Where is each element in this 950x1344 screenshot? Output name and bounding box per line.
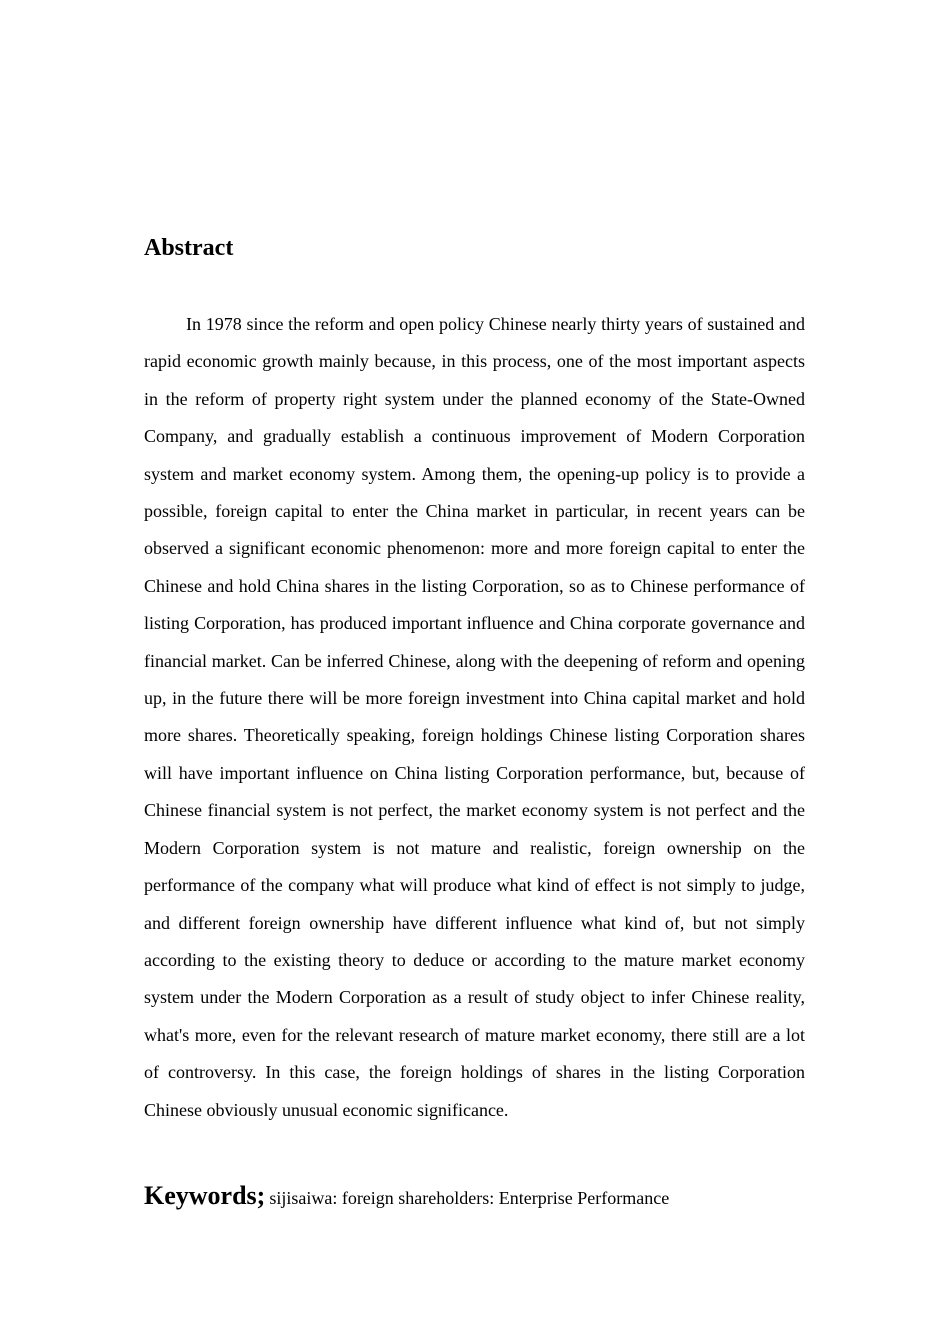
keywords-label: Keywords; <box>144 1181 266 1210</box>
keywords-text: sijisaiwa: foreign shareholders: Enterprise Performance <box>269 1188 670 1208</box>
keywords-line <box>144 1178 669 1218</box>
abstract-paragraph: In 1978 since the reform and open policy Chinese nearly thirty years of sustained and rapid economic growth mainly because, in this process, one of the most important aspects in the reform of property right system under the planned economy of the State-Owned Company, and gradually establish a continuous improvement of Modern Corporation system and market economy system. Among them, the opening-up policy is to provide a possible, foreign capital to enter the China market in particular, in recent years can be observed a significant economic phenomenon: more and more foreign capital to enter the Chinese and hold China shares in the listing Corporation, so as to Chinese performance of listing Corporation, has produced important influence and China corporate governance and financial market. Can be inferred Chinese, along with the deepening of reform and opening up, in the future there will be more foreign investment into China capital market and hold more shares. Theoretically speaking, foreign holdings Chinese listing Corporation shares will have important influence on China listing Corporation performance, but, because of Chinese financial system is not perfect, the market economy system is not perfect and the Modern Corporation system is not mature and realistic, foreign ownership on the performance of the company what will produce what kind of effect is not simply to judge, and different foreign ownership have different influence what kind of, but not simply according to the existing theory to deduce or according to the mature market economy system under the Modern Corporation as a result of study object to infer Chinese reality, what's more, even for the relevant research of mature market economy, there still are a lot of controversy. In this case, the foreign holdings of shares in the listing Corporation Chinese obviously unusual economic significance. <box>144 314 805 1120</box>
abstract-heading: Abstract <box>144 235 234 261</box>
